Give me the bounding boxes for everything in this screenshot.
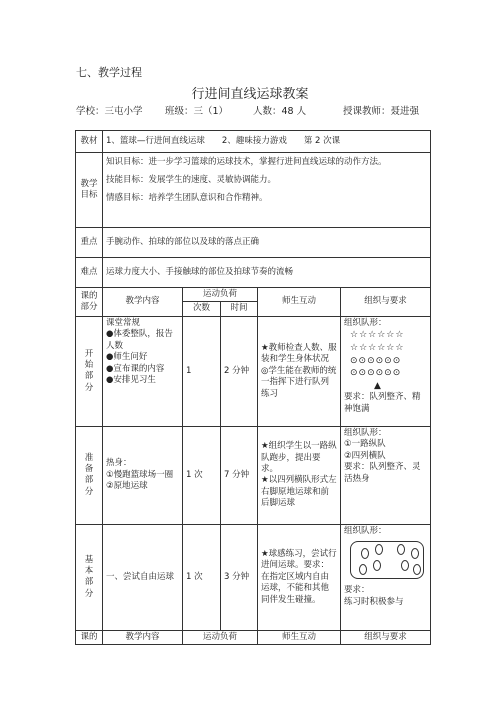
formation-row-1: ☆☆☆☆☆☆: [350, 343, 405, 353]
prep-org-2: ②四列横队: [344, 450, 386, 461]
difficulty-row: [76, 258, 431, 288]
start-content-1: ●体委整队，报告人数: [106, 329, 173, 351]
footer-content: 教学内容: [103, 630, 183, 644]
lesson-plan-table: [75, 130, 431, 645]
prep-duration: 7 分钟: [221, 426, 258, 524]
goal-knowledge: 知识目标：进一步学习篮球的运球技术，掌握行进间直线运球的动作方法。: [106, 157, 387, 167]
student-marker-icon: [413, 564, 421, 575]
start-interaction-1: ◎学生能在教师的统一指挥下进行队列练习: [261, 365, 337, 399]
section-heading: 七、教学过程: [76, 66, 142, 79]
court-diagram: [350, 541, 424, 579]
goal-emotion: 情感目标：培养学生团队意识和合作精神。: [106, 192, 268, 203]
footer-part: 课的: [76, 630, 103, 644]
header-part: 课的部分: [76, 288, 103, 317]
basic-org-req-1: 练习时积极参与: [344, 596, 404, 607]
header-content: 教学内容: [103, 288, 183, 317]
basic-row: [76, 524, 431, 630]
goals-label: 教学目标: [76, 153, 103, 228]
student-marker-icon: [359, 564, 367, 575]
student-marker-icon: [361, 548, 369, 559]
header-time: 时间: [221, 302, 258, 316]
prep-content-2: ②原地运球: [106, 481, 148, 492]
difficulty-text: 运球力度大小、手接触球的部位及拍球节奏的流畅: [103, 258, 431, 288]
basic-org-req-0: 要求：: [344, 585, 370, 596]
prep-interaction-0: ★组织学生以一路纵队跑步，提出要求。: [261, 441, 337, 474]
prep-content-0: 热身：: [106, 458, 132, 469]
basic-label: 基 本 部 分: [76, 524, 103, 630]
start-interaction-0: ★教师检查人数、服装和学生身体状况: [261, 342, 337, 365]
start-content-0: 课堂常规: [106, 317, 141, 328]
student-marker-icon: [373, 560, 381, 571]
header-org: 组织与要求: [341, 288, 431, 317]
basic-org-title: 组织队形：: [344, 525, 387, 536]
footer-org: 组织与要求: [341, 630, 431, 644]
student-marker-icon: [411, 548, 419, 559]
footer-row: [76, 630, 431, 644]
start-duration: 2 分钟: [221, 316, 258, 426]
basic-duration: 3 分钟: [221, 524, 258, 630]
start-content-3: ●宣布课的内容: [106, 363, 165, 374]
meta-count: 人数：48 人: [253, 106, 307, 117]
header-row: [76, 288, 431, 302]
prep-content-1: ①慢跑篮球场一圈: [106, 469, 174, 480]
header-interaction: 师生互动: [258, 288, 341, 317]
formation-row-0: ☆☆☆☆☆☆: [350, 330, 405, 341]
start-content-4: ●安排见习生: [106, 375, 156, 386]
start-label: 开 始 部 分: [76, 316, 103, 426]
prep-org-1: ①一路纵队: [344, 439, 386, 450]
key-row: [76, 228, 431, 258]
student-marker-icon: [375, 544, 383, 555]
material-row: [76, 131, 431, 153]
header-times: 次数: [183, 302, 221, 316]
start-org-req: 要求：队列整齐、精神饱满: [344, 392, 421, 414]
formation-row-3: ⊙⊙⊙⊙⊙⊙: [350, 368, 402, 379]
prep-org-0: 组织队形：: [344, 427, 387, 438]
key-text: 手腕动作、拍球的部位以及球的落点正确: [103, 228, 431, 258]
basic-interaction: ★球感练习，尝试行进间运球。要求：在指定区域内自由运球，不能和其他同伴发生碰撞。: [258, 524, 341, 630]
meta-teacher: 授课教师：聂进强: [343, 106, 420, 117]
prep-label: 准 备 部 分: [76, 426, 103, 524]
start-content-2: ●师生问好: [106, 352, 148, 363]
prep-org-3: 要求：队列整齐、灵活热身: [344, 462, 421, 484]
teacher-marker-icon: ▲: [374, 380, 382, 391]
basic-content: 一、尝试自由运球: [103, 524, 183, 630]
material-text: 1、篮球—行进间直线运球 2、趣味接力游戏 第 2 次课: [103, 131, 431, 153]
key-label: 重点: [76, 228, 103, 258]
goal-skill: 技能目标：发展学生的速度、灵敏协调能力。: [106, 174, 277, 185]
meta-school: 学校：三屯小学: [76, 106, 143, 117]
start-times: 1: [183, 316, 221, 426]
prep-interaction-1: ★以四列横队形式左右脚原地运球和前后脚运球: [261, 475, 337, 509]
start-row: [76, 316, 431, 426]
difficulty-label: 难点: [76, 258, 103, 288]
prep-times: 1 次: [183, 426, 221, 524]
student-marker-icon: [397, 544, 405, 555]
prep-row: [76, 426, 431, 524]
document-title: 行进间直线运球教案: [191, 87, 309, 102]
header-load: 运动负荷: [183, 288, 258, 302]
start-org-title: 组织队形：: [344, 317, 387, 328]
meta-grade: 班级：三（1）: [165, 106, 229, 117]
teacher-triangle-icon: [383, 555, 395, 566]
formation-row-2: ⊙⊙⊙⊙⊙⊙: [350, 355, 402, 366]
footer-load: 运动负荷: [183, 630, 258, 644]
goals-row: [76, 153, 431, 228]
footer-interaction: 师生互动: [258, 630, 341, 644]
student-marker-icon: [401, 560, 409, 571]
material-label: 教材: [76, 131, 103, 153]
basic-times: 1 次: [183, 524, 221, 630]
